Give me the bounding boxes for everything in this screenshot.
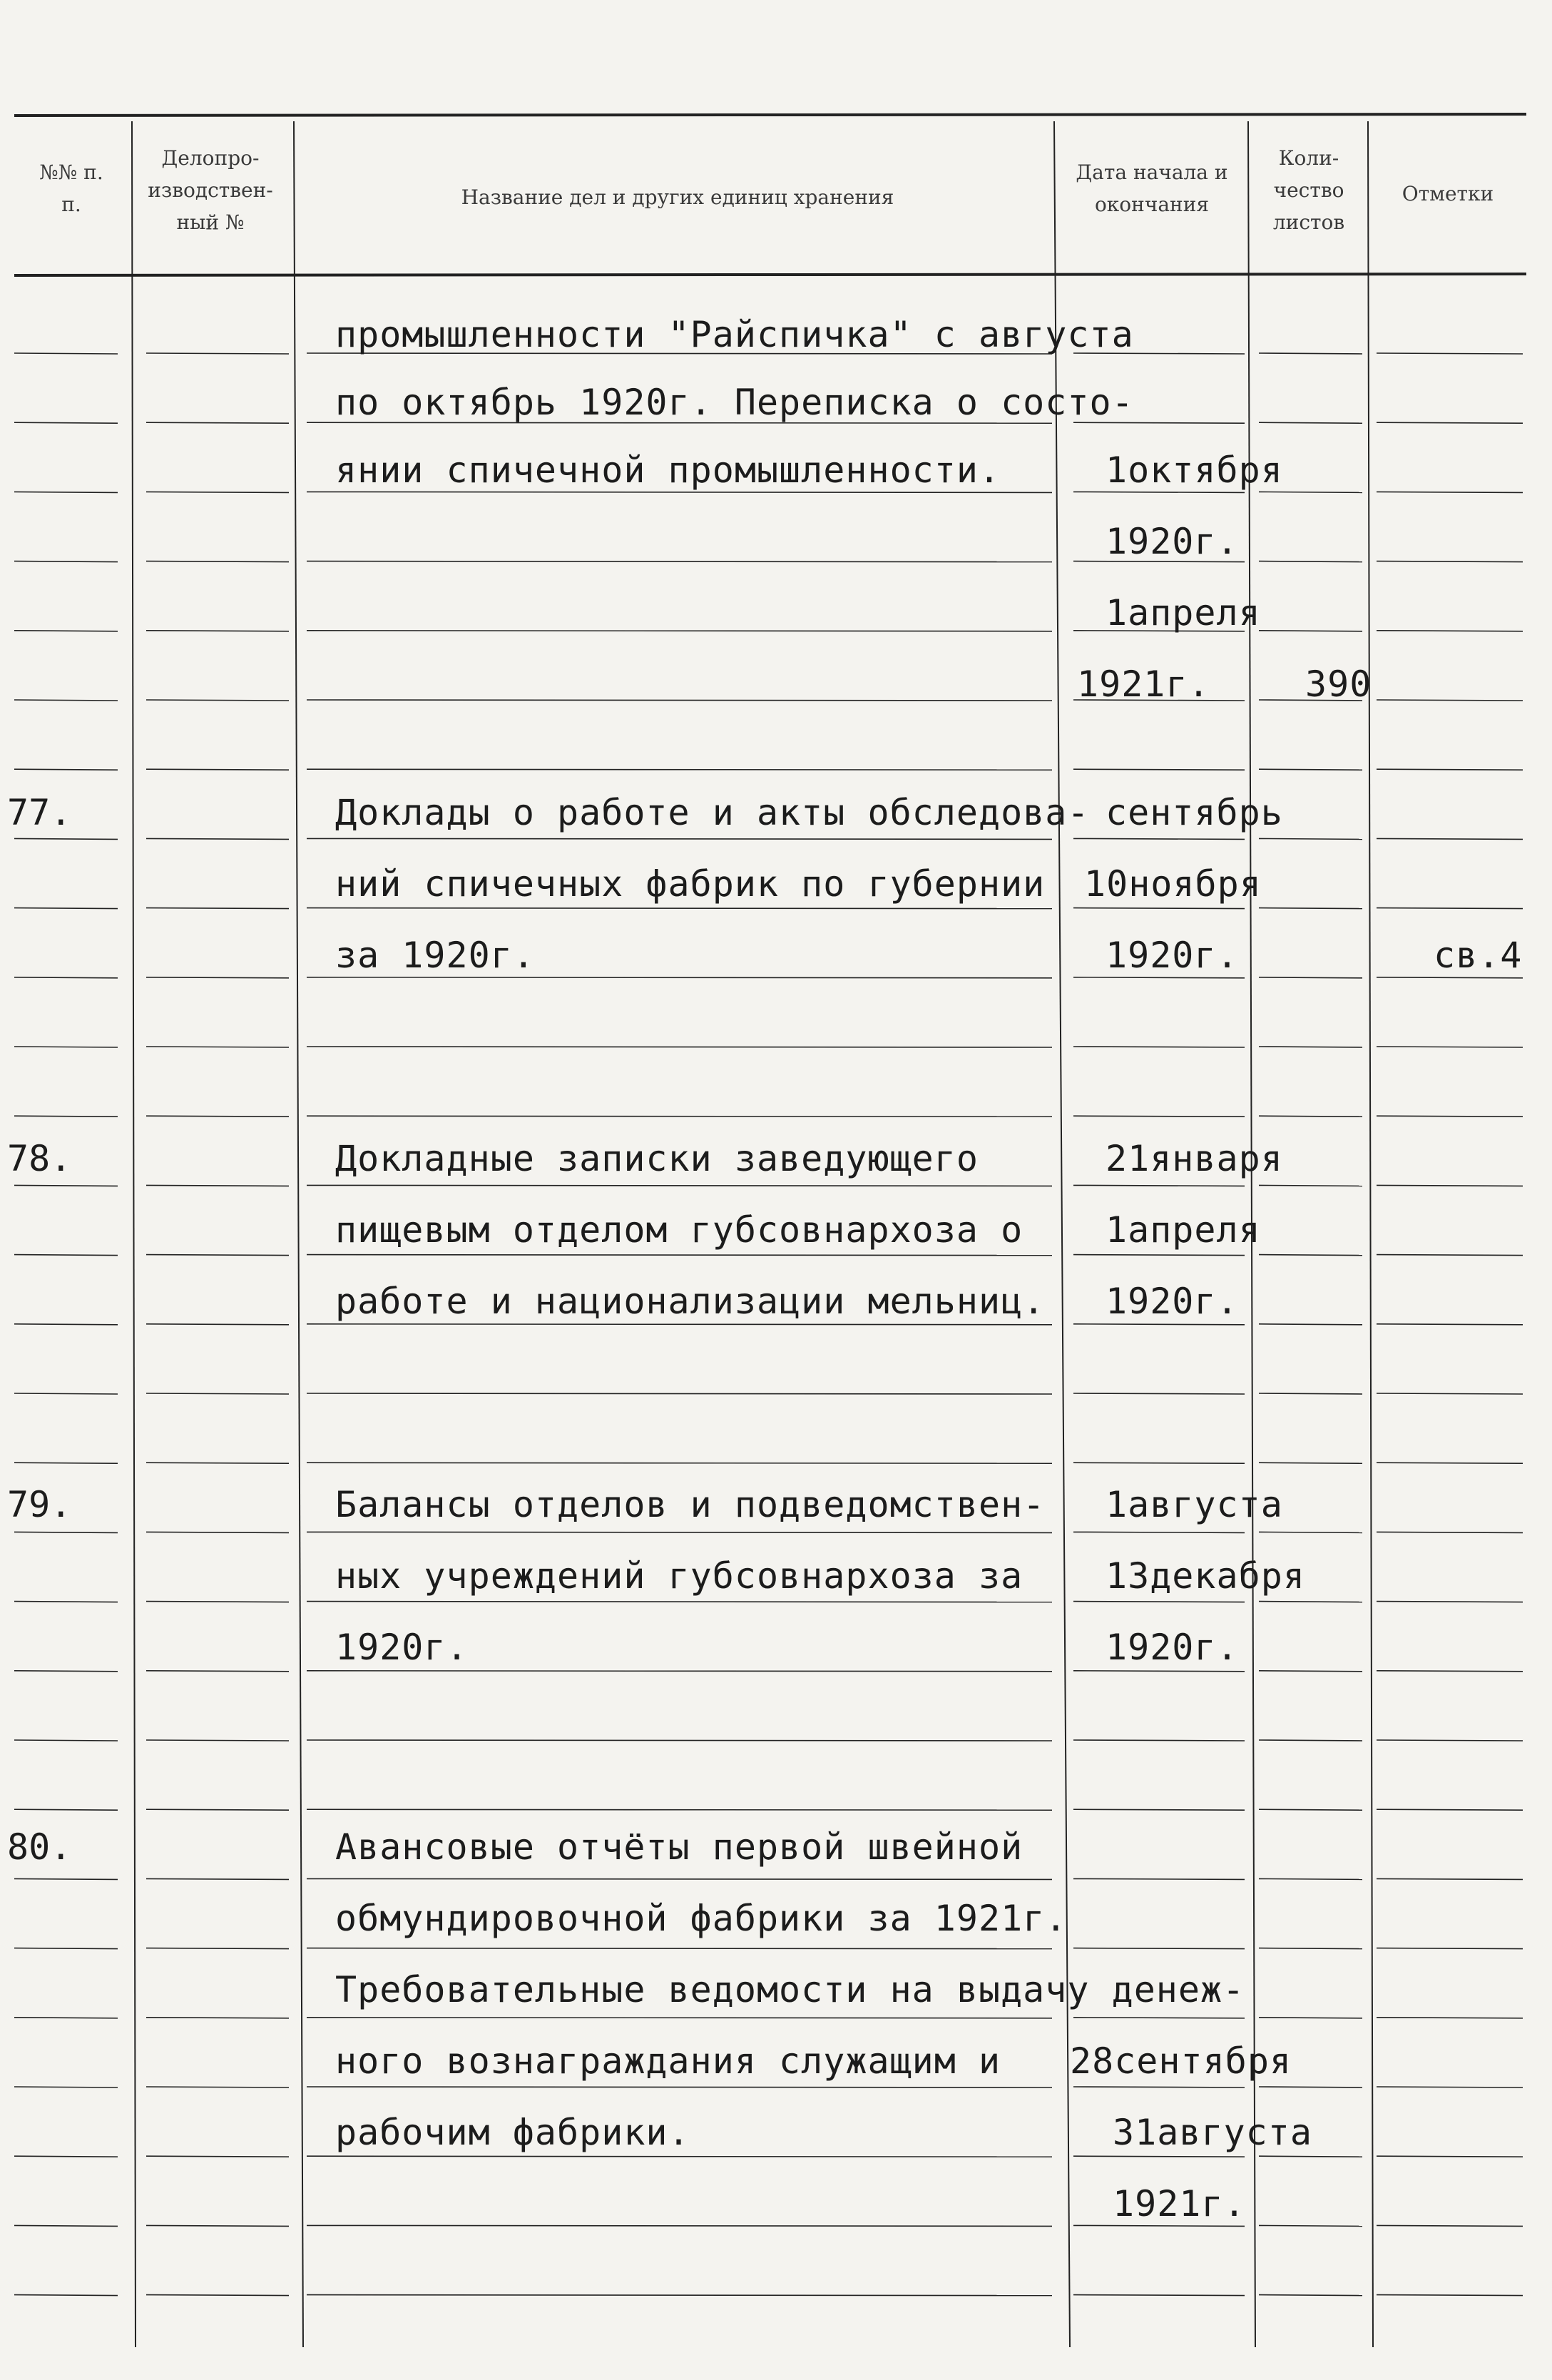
row-rule: [146, 1809, 289, 1810]
entry-title-line: обмундировочной фабрики за 1921г.: [335, 1898, 1068, 1939]
entry-number: 78.: [7, 1138, 72, 1179]
row-rule: [14, 422, 118, 423]
entry-title-line: 1920г.: [335, 1627, 469, 1668]
row-rule: [307, 1393, 1052, 1394]
row-rule: [307, 700, 1052, 701]
row-rule: [14, 908, 118, 909]
row-rule: [14, 561, 118, 562]
row-rule: [1073, 1948, 1245, 1949]
row-rule: [307, 2156, 1052, 2157]
row-rule: [1377, 700, 1523, 701]
row-rule: [1259, 769, 1362, 770]
entry-title-line: Требовательные ведомости на выдачу денеж-: [335, 1969, 1245, 2010]
row-rule: [1073, 1671, 1245, 1672]
row-rule: [1073, 1740, 1245, 1741]
row-rule: [1073, 2156, 1245, 2157]
row-rule: [1377, 1185, 1523, 1186]
entry-title-line: по октябрь 1920г. Переписка о состо-: [335, 382, 1134, 423]
entry-date-line: 21января: [1106, 1138, 1283, 1179]
row-rule: [14, 1740, 118, 1741]
row-rule: [146, 1671, 289, 1672]
entry-date-line: 1920г.: [1106, 521, 1239, 562]
entry-title-line: Доклады о работе и акты обследова-: [335, 792, 1090, 833]
row-rule: [14, 2156, 118, 2157]
row-rule: [1377, 1948, 1523, 1949]
row-rule: [1377, 838, 1523, 839]
row-rule: [1377, 1393, 1523, 1394]
entry-date-line: 28сентября: [1070, 2040, 1292, 2082]
row-rule: [307, 1809, 1052, 1810]
row-rule: [146, 1878, 289, 1879]
row-rule: [146, 1116, 289, 1117]
row-rule: [307, 2225, 1052, 2226]
row-rule: [1259, 1185, 1362, 1186]
entry-date-line: 13декабря: [1106, 1555, 1305, 1597]
entry-title-line: ний спичечных фабрик по губернии: [335, 863, 1046, 905]
row-rule: [146, 769, 289, 770]
row-rule: [1259, 422, 1362, 423]
row-rule: [146, 2295, 289, 2296]
header-col-office-number: Делопро-изводствен-ный №: [148, 146, 273, 234]
row-rule: [307, 1255, 1052, 1256]
row-rule: [14, 1671, 118, 1672]
entry-number: 80.: [7, 1826, 72, 1868]
row-rule: [14, 1878, 118, 1879]
row-rule: [1073, 1185, 1245, 1186]
row-rule: [1259, 1116, 1362, 1117]
entry-date-line: 1апреля: [1106, 592, 1261, 634]
row-rule: [14, 838, 118, 839]
row-rule: [1377, 561, 1523, 562]
row-rule: [307, 838, 1052, 839]
row-rule: [307, 908, 1052, 909]
row-rule: [1377, 1809, 1523, 1810]
row-rule: [1377, 2156, 1523, 2157]
row-rule: [1073, 1116, 1245, 1117]
row-rule: [14, 1255, 118, 1256]
row-rule: [14, 1809, 118, 1810]
entry-date-line: 1921г.: [1113, 2183, 1246, 2224]
entry-title-line: янии спичечной промышленности.: [335, 449, 1001, 491]
row-rule: [1259, 1393, 1362, 1394]
row-rule: [1259, 977, 1362, 978]
row-rule: [1377, 1116, 1523, 1117]
row-rule: [146, 1948, 289, 1949]
row-rule: [307, 1324, 1052, 1325]
row-rule: [1377, 2225, 1523, 2226]
header-col-notes: Отметки: [1402, 182, 1494, 205]
entry-date-line: 1920г.: [1106, 1627, 1239, 1668]
row-rule: [1377, 1740, 1523, 1741]
row-rule: [1073, 908, 1245, 909]
row-rule: [1259, 1740, 1362, 1741]
row-rule: [1259, 908, 1362, 909]
row-rule: [1377, 2295, 1523, 2296]
entry-title-line: ного вознаграждания служащим и: [335, 2040, 1001, 2082]
row-rule: [1377, 1671, 1523, 1672]
row-rule: [1259, 2225, 1362, 2226]
row-rule: [146, 977, 289, 978]
row-rule: [14, 1324, 118, 1325]
row-rule: [14, 977, 118, 978]
row-rule: [307, 1116, 1052, 1117]
header-col-title: Название дел и других единиц хранения: [461, 185, 894, 209]
row-rule: [1259, 2295, 1362, 2296]
entry-date-line: 1920г.: [1106, 935, 1239, 976]
row-rule: [14, 2295, 118, 2296]
column-divider: [1368, 121, 1373, 2347]
entry-title-line: рабочим фабрики.: [335, 2112, 690, 2153]
row-rule: [146, 422, 289, 423]
entry-note: св.4: [1434, 935, 1523, 976]
row-rule: [1073, 838, 1245, 839]
row-rule: [307, 1740, 1052, 1741]
entry-title-line: Балансы отделов и подведомствен-: [335, 1484, 1046, 1525]
row-rule: [307, 1878, 1052, 1879]
entry-title-line: Докладные записки заведующего: [335, 1138, 979, 1179]
row-rule: [146, 700, 289, 701]
entry-date-line: сентябрь: [1106, 792, 1283, 833]
row-rule: [14, 1185, 118, 1186]
row-rule: [307, 561, 1052, 562]
row-rule: [1073, 977, 1245, 978]
row-rule: [14, 1393, 118, 1394]
row-rule: [307, 2295, 1052, 2296]
row-rule: [1377, 977, 1523, 978]
row-rule: [1259, 353, 1362, 354]
entry-title-line: промышленности "Райспичка" с августа: [335, 314, 1134, 355]
row-rule: [14, 2225, 118, 2226]
row-rule: [1259, 1255, 1362, 1256]
row-rule: [1259, 1671, 1362, 1672]
entry-date-line: 10ноября: [1084, 863, 1262, 905]
row-rule: [1377, 1324, 1523, 1325]
row-rule: [146, 2156, 289, 2157]
row-rule: [146, 561, 289, 562]
row-rule: [146, 908, 289, 909]
column-divider: [1054, 121, 1070, 2347]
column-divider: [294, 121, 303, 2347]
header-rule: [14, 274, 1526, 275]
row-rule: [1377, 422, 1523, 423]
row-rule: [1377, 908, 1523, 909]
entry-sheet-count: 390: [1305, 663, 1372, 705]
row-rule: [14, 700, 118, 701]
entry-title-line: работе и национализации мельниц.: [335, 1281, 1046, 1322]
row-rule: [1377, 1255, 1523, 1256]
row-rule: [146, 838, 289, 839]
row-rule: [146, 1255, 289, 1256]
row-rule: [1259, 1878, 1362, 1879]
row-rule: [1073, 1878, 1245, 1879]
entry-title-line: Авансовые отчёты первой швейной: [335, 1826, 1023, 1868]
entry-date-line: 31августа: [1113, 2112, 1312, 2153]
row-rule: [14, 353, 118, 354]
entry-date-line: 1октября: [1106, 449, 1283, 491]
header-col-number: №№ п. п.: [39, 161, 103, 216]
entry-number: 77.: [7, 792, 72, 833]
row-rule: [146, 353, 289, 354]
row-rule: [1377, 353, 1523, 354]
row-rule: [1073, 769, 1245, 770]
top-rule: [14, 114, 1526, 116]
row-rule: [1073, 1255, 1245, 1256]
row-rule: [307, 1671, 1052, 1672]
row-rule: [1259, 1809, 1362, 1810]
row-rule: [146, 1740, 289, 1741]
row-rule: [146, 1324, 289, 1325]
row-rule: [14, 769, 118, 770]
row-rule: [1259, 2156, 1362, 2157]
row-rule: [1073, 1809, 1245, 1810]
entry-title-line: ных учреждений губсовнархоза за: [335, 1555, 1023, 1597]
row-rule: [14, 1948, 118, 1949]
row-rule: [1259, 561, 1362, 562]
entry-title-line: за 1920г.: [335, 935, 535, 976]
row-rule: [146, 1393, 289, 1394]
column-divider: [132, 121, 136, 2347]
row-rule: [1259, 1948, 1362, 1949]
row-rule: [307, 769, 1052, 770]
header-col-dates: Дата начала и окончания: [1076, 161, 1228, 216]
row-rule: [1073, 1393, 1245, 1394]
row-rule: [1073, 2225, 1245, 2226]
row-rule: [1073, 2295, 1245, 2296]
entry-title-line: пищевым отделом губсовнархоза о: [335, 1209, 1023, 1251]
row-rule: [1377, 1878, 1523, 1879]
row-rule: [307, 1948, 1052, 1949]
header-col-sheets: Коли-чество листов: [1272, 146, 1345, 234]
row-rule: [1073, 1324, 1245, 1325]
row-rule: [146, 2225, 289, 2226]
row-rule: [14, 1116, 118, 1117]
entry-number: 79.: [7, 1484, 72, 1525]
row-rule: [307, 1185, 1052, 1186]
row-rule: [1377, 769, 1523, 770]
entry-date-line: 1921г.: [1077, 663, 1210, 705]
entry-date-line: 1апреля: [1106, 1209, 1261, 1251]
row-rule: [146, 1185, 289, 1186]
entry-date-line: 1920г.: [1106, 1281, 1239, 1322]
row-rule: [307, 977, 1052, 978]
entry-date-line: 1августа: [1106, 1484, 1283, 1525]
row-rule: [1259, 1324, 1362, 1325]
row-rule: [1259, 838, 1362, 839]
